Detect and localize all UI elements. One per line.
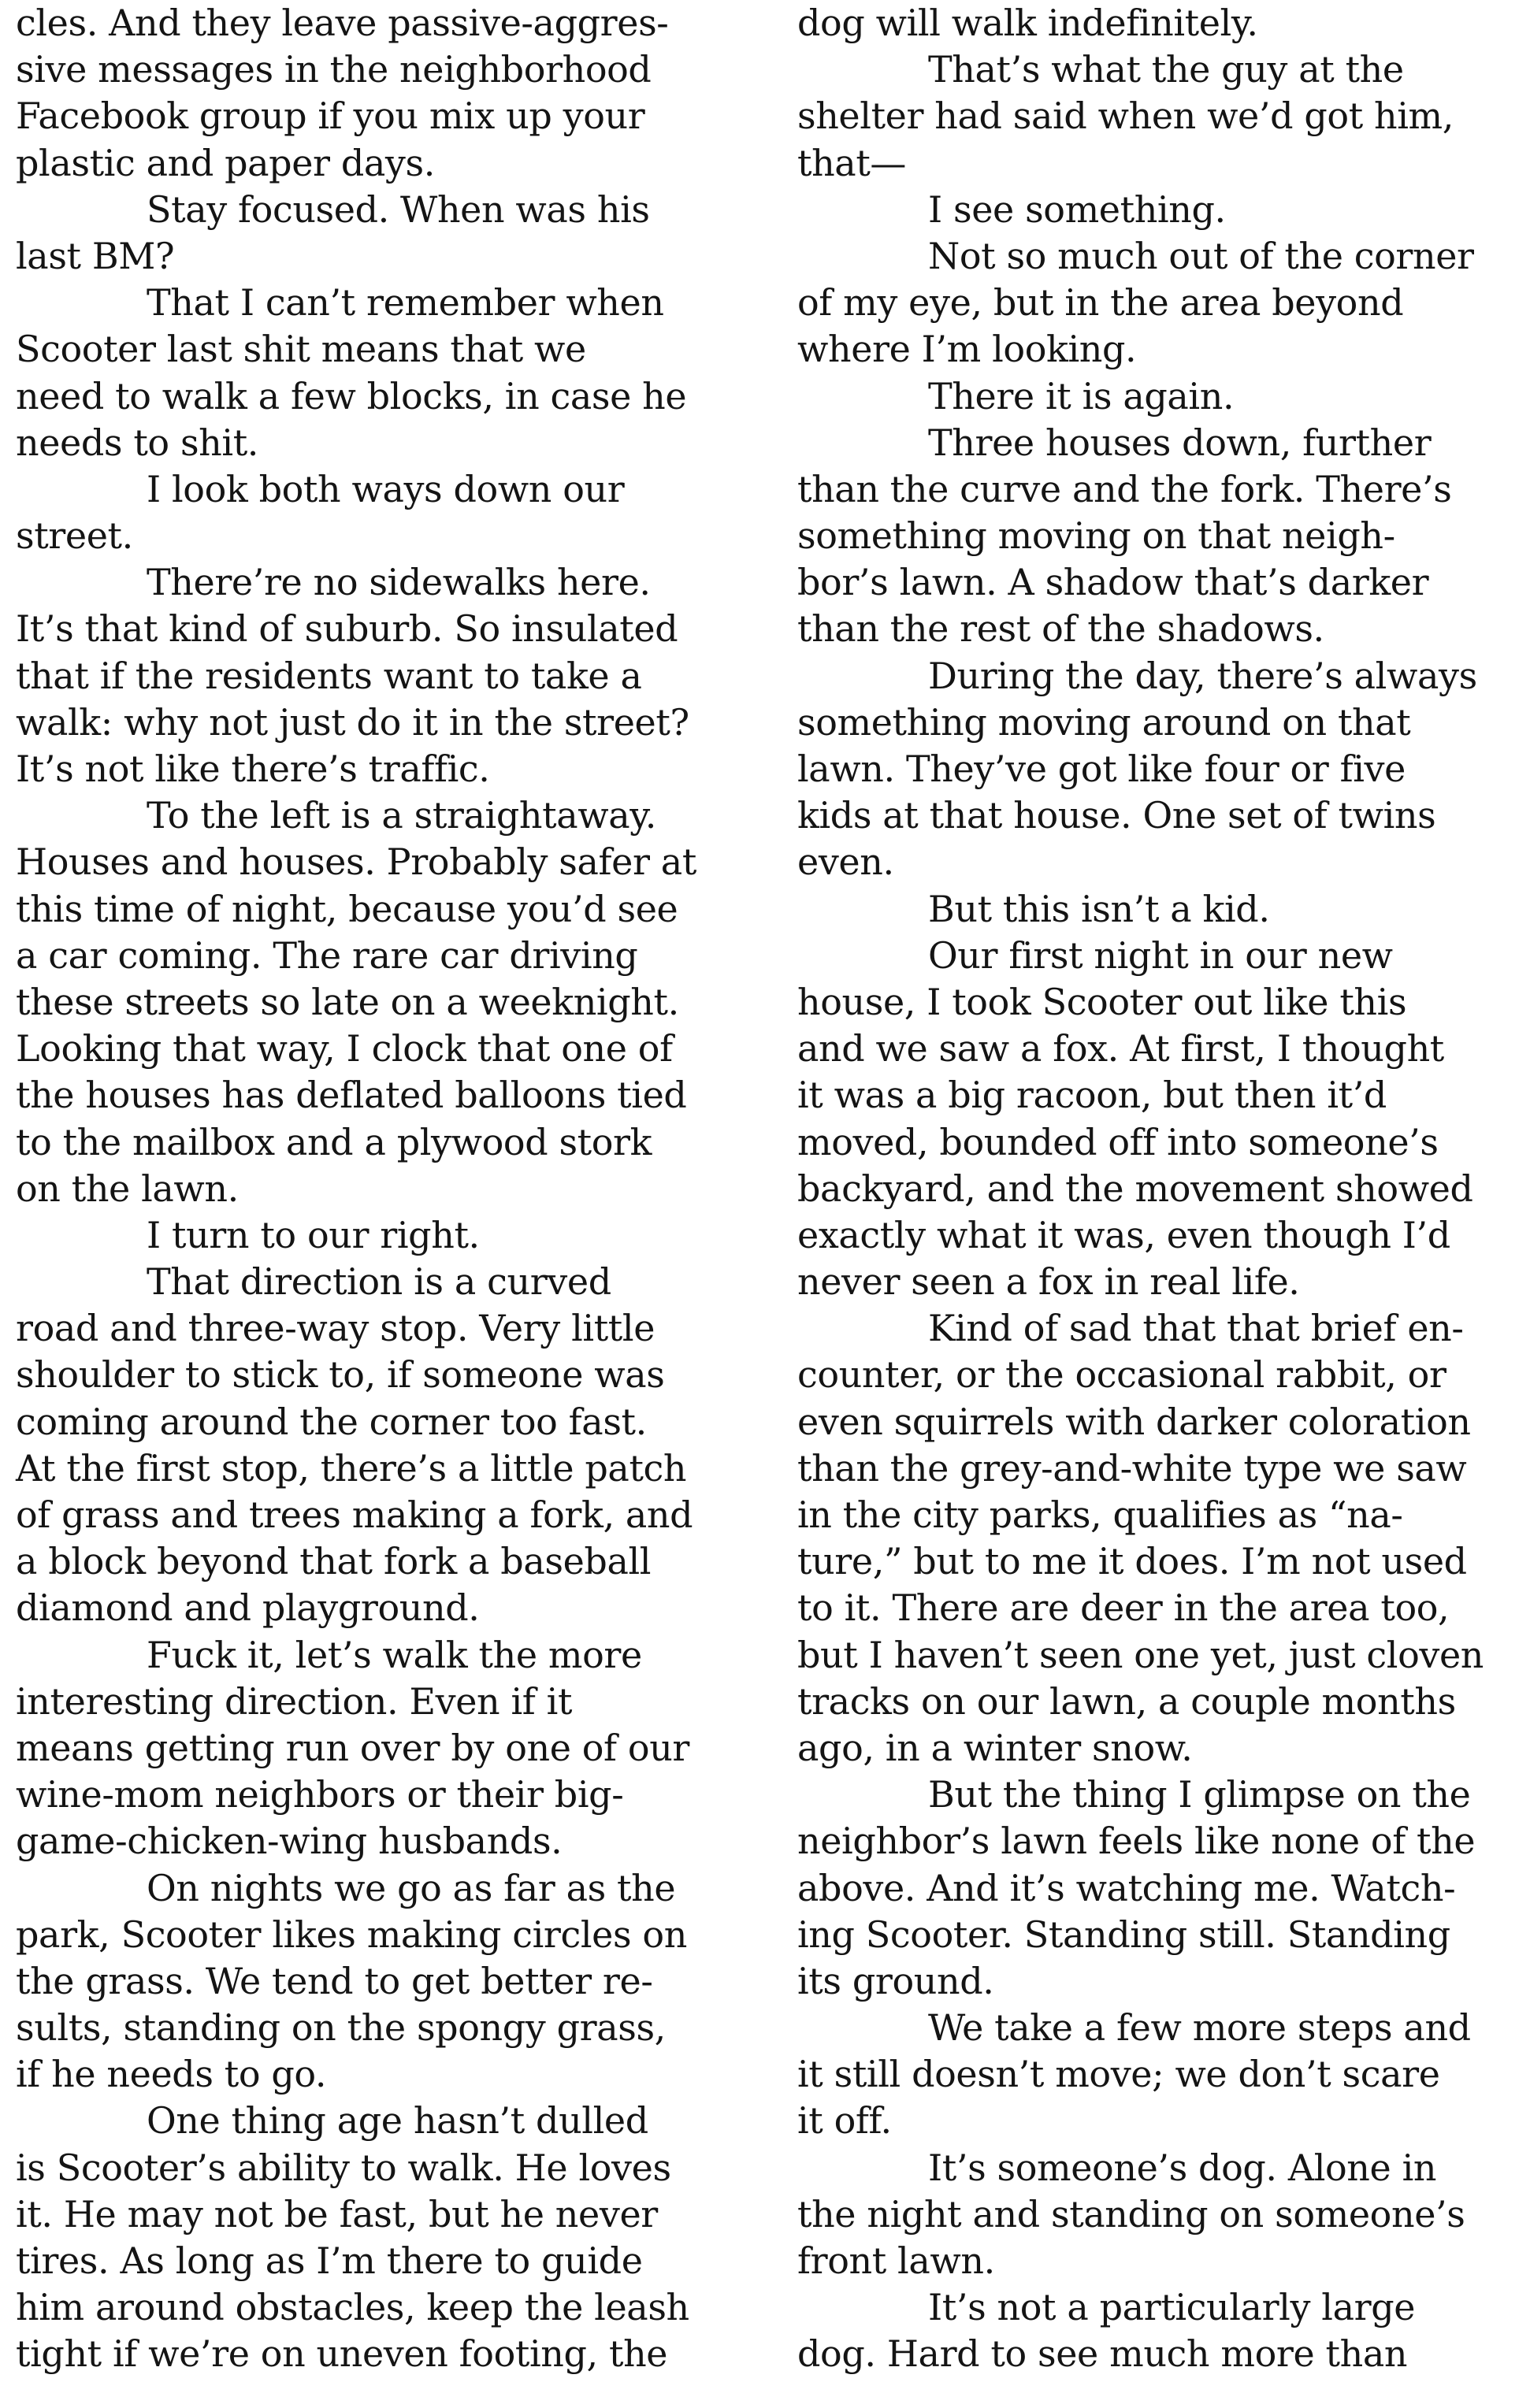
text-line: needs to shit. <box>16 421 258 464</box>
text-line: than the rest of the shadows. <box>797 607 1324 651</box>
text-line: That I can’t remember when <box>147 281 664 325</box>
text-line: than the grey-and-white type we saw <box>797 1446 1467 1490</box>
text-line: front lawn. <box>797 2239 995 2282</box>
text-line: One thing age hasn’t dulled <box>147 2099 648 2143</box>
text-line: last BM? <box>16 234 175 277</box>
text-line: tracks on our lawn, a couple months <box>797 1679 1456 1723</box>
text-line: him around obstacles, keep the leash <box>16 2286 689 2329</box>
text-column-left <box>16 0 741 2378</box>
text-line: Fuck it, let’s walk the more <box>147 1633 642 1676</box>
text-line: ago, in a winter snow. <box>797 1726 1193 1769</box>
text-line: the night and standing on someone’s <box>797 2192 1465 2235</box>
text-line: if he needs to go. <box>16 2053 327 2096</box>
text-line: on the lawn. <box>16 1167 239 1210</box>
text-line: That’s what the guy at the <box>928 48 1404 91</box>
text-line: even squirrels with darker coloration <box>797 1400 1471 1443</box>
text-line: a car coming. The rare car driving <box>16 933 638 977</box>
text-line: bor’s lawn. A shadow that’s darker <box>797 561 1429 604</box>
text-line: wine-mom neighbors or their big- <box>16 1773 624 1816</box>
text-line: Kind of sad that that brief en- <box>928 1307 1464 1350</box>
text-line: walk: why not just do it in the street? <box>16 700 689 744</box>
text-line: sults, standing on the spongy grass, <box>16 2006 666 2050</box>
text-line: dog. Hard to see much more than <box>797 2332 1408 2376</box>
text-line: the grass. We tend to get better re- <box>16 1959 653 2002</box>
text-line: need to walk a few blocks, in case he <box>16 374 687 417</box>
text-line: interesting direction. Even if it <box>16 1679 573 1723</box>
text-line: To the left is a straightaway. <box>147 794 656 837</box>
text-line: There’re no sidewalks here. <box>147 561 651 604</box>
text-line: house, I took Scooter out like this <box>797 980 1407 1023</box>
text-line: it off. <box>797 2099 892 2143</box>
text-line: than the curve and the fork. There’s <box>797 467 1452 510</box>
text-line: cles. And they leave passive-aggres- <box>16 2 669 44</box>
text-line: Houses and houses. Probably safer at <box>16 840 696 884</box>
text-line: never seen a fox in real life. <box>797 1260 1300 1304</box>
text-line: to the mailbox and a plywood stork <box>16 1120 652 1163</box>
text-line: Looking that way, I clock that one of <box>16 1027 673 1070</box>
text-line: Facebook group if you mix up your <box>16 95 645 138</box>
text-line: But the thing I glimpse on the <box>928 1773 1471 1816</box>
text-line: It’s not like there’s traffic. <box>16 748 490 790</box>
text-line: these streets so late on a weeknight. <box>16 980 679 1023</box>
text-line: During the day, there’s always <box>928 654 1477 697</box>
text-line: it was a big racoon, but then it’d <box>797 1074 1387 1117</box>
text-line: its ground. <box>797 1959 994 2002</box>
text-line: moved, bounded off into someone’s <box>797 1120 1439 1163</box>
text-line: ing Scooter. Standing still. Standing <box>797 1913 1450 1956</box>
text-line: backyard, and the movement showed <box>797 1167 1473 1210</box>
text-line: coming around the corner too fast. <box>16 1400 647 1443</box>
text-line: this time of night, because you’d see <box>16 887 678 930</box>
text-line: something moving on that neigh- <box>797 514 1395 558</box>
text-line: above. And it’s watching me. Watch- <box>797 1866 1456 1909</box>
text-line: Not so much out of the corner <box>928 234 1474 277</box>
text-line: and we saw a fox. At first, I thought <box>797 1027 1444 1070</box>
text-line: plastic and paper days. <box>16 141 435 184</box>
text-line: Scooter last shit means that we <box>16 328 586 371</box>
text-line: something moving around on that <box>797 700 1411 744</box>
text-line: I look both ways down our <box>147 467 625 510</box>
text-line: There it is again. <box>928 374 1235 417</box>
text-line: is Scooter’s ability to walk. He loves <box>16 2146 671 2189</box>
text-line: shelter had said when we’d got him, <box>797 95 1454 138</box>
text-line: sive messages in the neighborhood <box>16 48 652 91</box>
text-line: dog will walk indefinitely. <box>797 2 1258 44</box>
text-line: game-chicken-wing husbands. <box>16 1820 563 1863</box>
text-line: street. <box>16 514 133 558</box>
text-line: Three houses down, further <box>928 421 1432 464</box>
text-line: counter, or the occasional rabbit, or <box>797 1353 1446 1397</box>
text-line: diamond and playground. <box>16 1586 480 1630</box>
text-line: It’s someone’s dog. Alone in <box>928 2146 1437 2189</box>
text-line: to it. There are deer in the area too, <box>797 1586 1450 1630</box>
text-line: in the city parks, qualifies as “na- <box>797 1493 1403 1536</box>
text-line: of grass and trees making a fork, and <box>16 1493 693 1536</box>
text-line: of my eye, but in the area beyond <box>797 281 1404 325</box>
text-line: kids at that house. One set of twins <box>797 794 1436 837</box>
text-line: it. He may not be fast, but he never <box>16 2192 658 2235</box>
text-line: It’s not a particularly large <box>928 2286 1416 2329</box>
text-line: At the first stop, there’s a little patch <box>16 1446 687 1490</box>
text-line: that if the residents want to take a <box>16 654 642 697</box>
text-line: I turn to our right. <box>147 1213 480 1256</box>
text-line: ture,” but to me it does. I’m not used <box>797 1540 1467 1583</box>
text-line: neighbor’s lawn feels like none of the <box>797 1820 1476 1863</box>
text-line: I see something. <box>928 187 1226 231</box>
text-line: park, Scooter likes making circles on <box>16 1913 687 1956</box>
text-line: That direction is a curved <box>147 1260 611 1304</box>
text-line: tires. As long as I’m there to guide <box>16 2239 643 2282</box>
text-line: tight if we’re on uneven footing, the <box>16 2332 668 2376</box>
text-line: exactly what it was, even though I’d <box>797 1213 1450 1256</box>
text-line: Our first night in our new <box>928 933 1393 977</box>
text-line: means getting run over by one of our <box>16 1726 690 1769</box>
text-line: We take a few more steps and <box>928 2006 1471 2050</box>
text-line: the houses has deflated balloons tied <box>16 1074 687 1117</box>
text-line: road and three-way stop. Very little <box>16 1307 655 1350</box>
text-column-right <box>797 0 1522 2378</box>
text-line: even. <box>797 840 894 884</box>
text-line: lawn. They’ve got like four or five <box>797 748 1406 790</box>
text-line: a block beyond that fork a baseball <box>16 1540 652 1583</box>
text-line: but I haven’t seen one yet, just cloven <box>797 1633 1484 1676</box>
text-line: Stay focused. When was his <box>147 187 650 231</box>
text-line: It’s that kind of suburb. So insulated <box>16 607 678 651</box>
text-line: shoulder to stick to, if someone was <box>16 1353 665 1397</box>
text-line: where I’m looking. <box>797 328 1137 371</box>
text-line: On nights we go as far as the <box>147 1866 676 1909</box>
text-line: it still doesn’t move; we don’t scare <box>797 2053 1440 2096</box>
text-line: that— <box>797 141 907 184</box>
text-line: But this isn’t a kid. <box>928 887 1270 930</box>
